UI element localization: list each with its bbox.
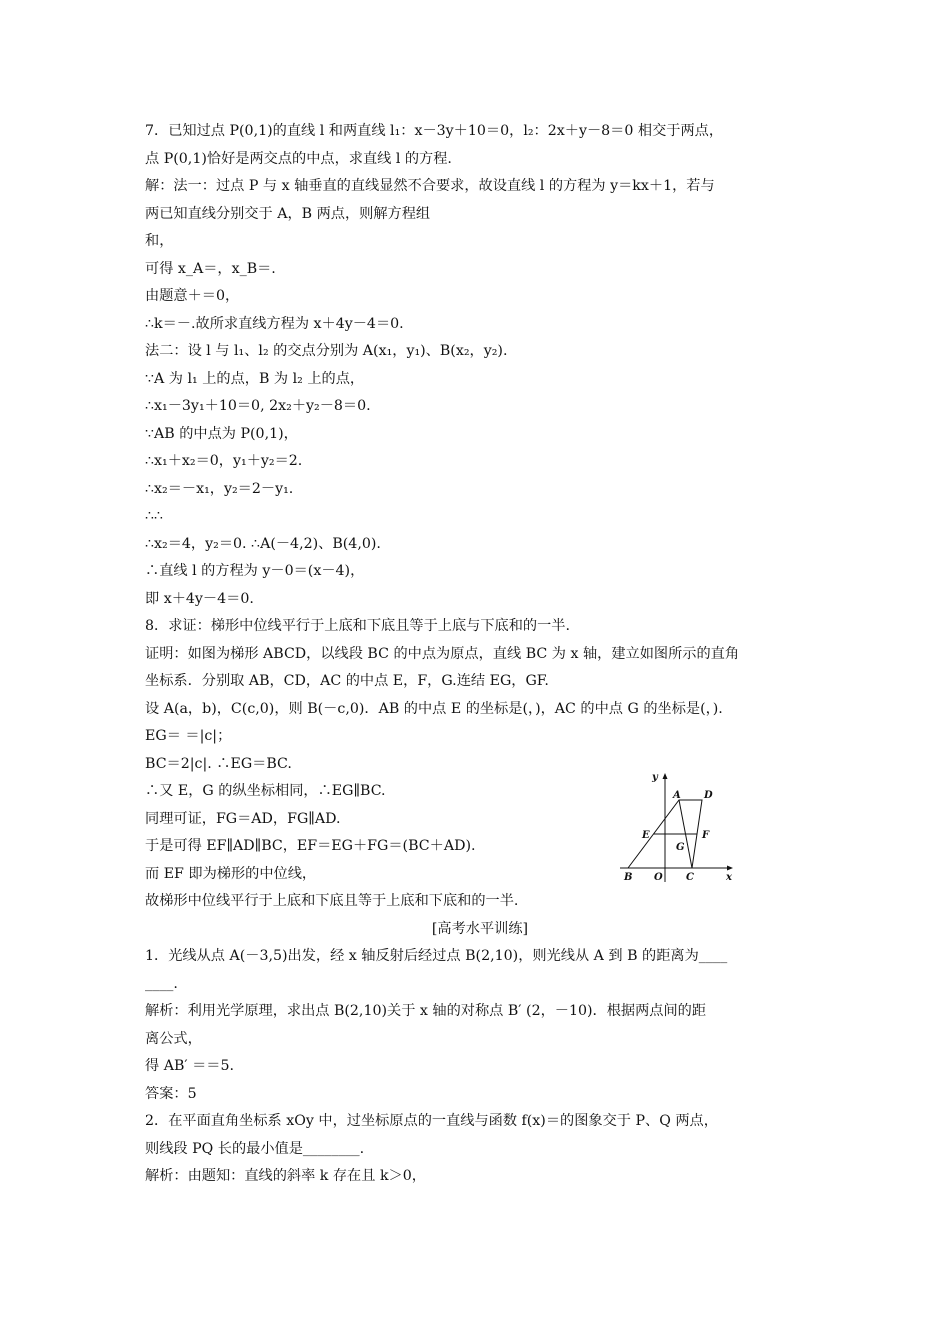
label-e: E: [642, 830, 650, 841]
text-line: ∴x₂＝－x₁，y₂＝2－y₁.: [145, 480, 294, 497]
x-axis-arrow: [727, 866, 733, 871]
label-b: B: [624, 872, 633, 883]
text-line: 7．已知过点 P(0,1)的直线 l 和两直线 l₁：x－3y＋10＝0，l₂：2x＋y－8＝0 相交于两点，: [145, 123, 724, 139]
text-line: ∴∴: [145, 508, 164, 524]
text-line: 点 P(0,1)恰好是两交点的中点，求直线 l 的方程.: [145, 150, 452, 167]
text-line: [高考水平训练]: [431, 920, 529, 937]
text-line: 证明：如图为梯形 ABCD，以线段 BC 的中点为原点，直线 BC 为 x 轴，建立如图所示的直角: [145, 645, 740, 662]
label-f: F: [702, 830, 710, 841]
trapezoid-coordinate-figure: [618, 770, 738, 886]
text-line: 得 AB′ ＝＝5.: [145, 1058, 235, 1074]
text-line: 由题意＋＝0，: [145, 288, 240, 304]
text-line: 解析：由题知：直线的斜率 k 存在且 k＞0，: [145, 1168, 426, 1184]
text-line: ∴k＝－.故所求直线方程为 x＋4y－4＝0.: [145, 315, 404, 332]
text-line: 法二：设 l 与 l₁、l₂ 的交点分别为 A(x₁，y₁)、B(x₂，y₂).: [145, 343, 508, 359]
text-line: ∴又 E，G 的纵坐标相同，∴EG∥BC.: [145, 783, 386, 799]
text-line: 即 x＋4y－4＝0.: [145, 590, 254, 607]
label-o: O: [654, 872, 663, 883]
text-line: 离公式，: [145, 1030, 202, 1047]
text-line: ∴直线 l 的方程为 y－0＝(x－4)，: [145, 563, 365, 579]
text-line: ∵AB 的中点为 P(0,1)，: [145, 425, 298, 442]
text-line: 和，: [145, 233, 174, 249]
label-g: G: [676, 842, 685, 853]
text-line: 而 EF 即为梯形的中位线，: [145, 865, 317, 882]
text-line: 故梯形中位线平行于上底和下底且等于上底和下底和的一半.: [145, 893, 519, 909]
text-line: 2．在平面直角坐标系 xOy 中，过坐标原点的一直线与函数 f(x)＝的图象交于 P、Q 两点，: [145, 1113, 718, 1129]
text-line: 8．求证：梯形中位线平行于上底和下底且等于上底与下底和的一半.: [145, 618, 570, 634]
document-page: [145, 118, 815, 1191]
text-line: 答案：5: [145, 1085, 197, 1102]
text-line: BC＝2|c|. ∴EG＝BC.: [145, 755, 292, 772]
text-line: ∴x₂＝4，y₂＝0. ∴A(－4,2)、B(4,0).: [145, 535, 381, 552]
label-y: y: [652, 772, 658, 783]
text-line: 同理可证，FG＝AD，FG∥AD.: [145, 810, 341, 827]
text-line: 坐标系．分别取 AB，CD，AC 的中点 E，F，G.连结 EG，GF.: [145, 673, 549, 689]
text-line: 则线段 PQ 长的最小值是________.: [145, 1140, 365, 1157]
text-line: ∵A 为 l₁ 上的点，B 为 l₂ 上的点，: [145, 370, 365, 387]
label-d: D: [704, 790, 713, 801]
text-line: 1．光线从点 A(－3,5)出发，经 x 轴反射后经过点 B(2,10)，则光线从 A 到 B 的距离为____: [145, 948, 728, 964]
y-axis-arrow: [663, 773, 668, 779]
text-line: 两已知直线分别交于 A，B 两点，则解方程组: [145, 205, 431, 222]
text-line: ____.: [145, 975, 178, 992]
text-line: 解：法一：过点 P 与 x 轴垂直的直线显然不合要求，故设直线 l 的方程为 y＝kx＋1，若与: [145, 178, 715, 194]
label-x: x: [726, 872, 732, 883]
text-line: EG＝ ＝|c|；: [145, 728, 232, 744]
text-line: ∴x₁＋x₂＝0，y₁＋y₂＝2.: [145, 453, 303, 469]
text-line: 于是可得 EF∥AD∥BC，EF＝EG＋FG＝(BC＋AD).: [145, 838, 476, 854]
text-line: 解析：利用光学原理，求出点 B(2,10)关于 x 轴的对称点 B′ (2，－10)．根据两点间的距: [145, 1003, 707, 1019]
text-line: 设 A(a，b)，C(c,0)，则 B(－c,0)．AB 的中点 E 的坐标是(，)，AC 的中点 G 的坐标是(，).: [145, 700, 723, 717]
label-c: C: [686, 872, 694, 883]
label-a: A: [673, 790, 681, 801]
text-line: 可得 x_A＝，x_B＝.: [145, 260, 276, 277]
text-line: ∴x₁－3y₁＋10＝0, 2x₂＋y₂－8＝0.: [145, 398, 371, 414]
